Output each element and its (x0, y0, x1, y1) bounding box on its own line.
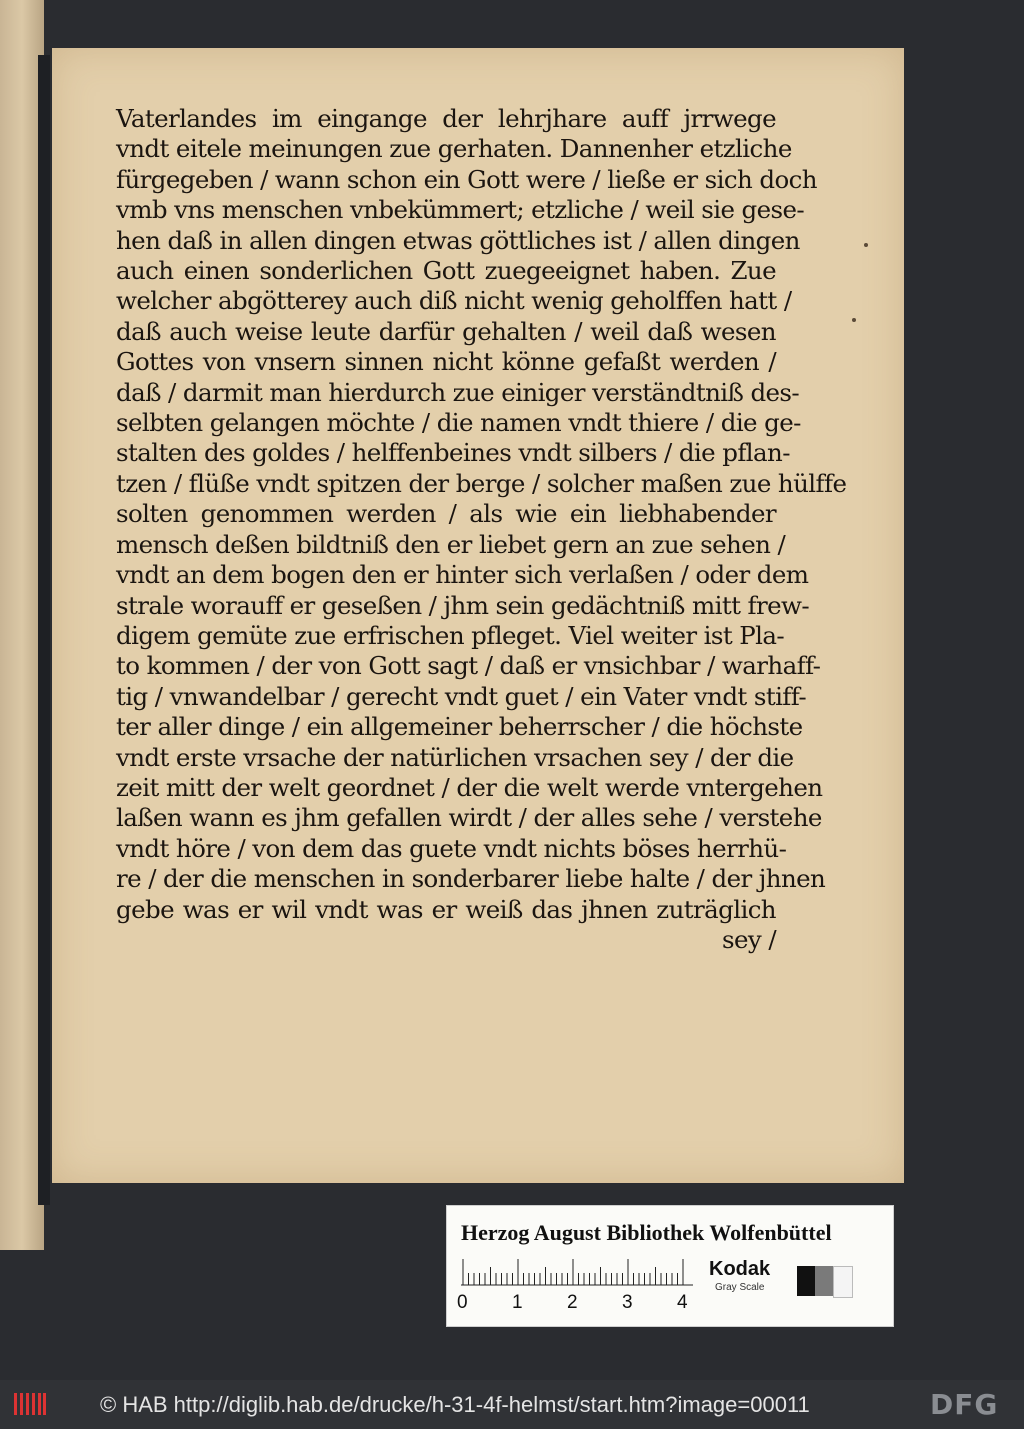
text-line: hen daß in allen dingen etwas göttliches ist / allen dingen (116, 225, 800, 255)
text-line: Gottes von vnsern sinnen nicht könne gefaßt werden / (116, 347, 776, 377)
text-line: strale worauff er geseßen / jhm sein gedächtniß mitt frew- (116, 590, 810, 620)
text-line: laßen wann es jhm gefallen wirdt / der alles sehe / verstehe (116, 803, 822, 833)
library-name: Herzog August Bibliothek Wolfenbüttel (461, 1220, 832, 1245)
text-line: tig / vnwandelbar / gerecht vndt guet / ein Vater vndt stiff- (116, 681, 807, 711)
ruler-number: 4 (677, 1292, 688, 1313)
ruler-scale (461, 1258, 693, 1286)
text-line: vndt an dem bogen den er hinter sich verlaßen / oder dem (116, 560, 809, 590)
paper-speck (852, 318, 856, 322)
ruler-number: 1 (512, 1292, 523, 1313)
gray-scale-label: Gray Scale (715, 1282, 765, 1293)
gray-swatch-mid (815, 1266, 833, 1296)
text-line: vndt erste vrsache der natürlichen vrsachen sey / der die (116, 742, 794, 772)
text-line: vndt höre / von dem das guete vndt nichts böses herrhü- (116, 833, 787, 863)
text-line: fürgegeben / wann schon ein Gott were / ließe er sich doch (116, 164, 817, 194)
text-line: re / der die menschen in sonderbarer liebe halte / der jhnen (116, 864, 826, 894)
text-line: auch einen sonderlichen Gott zuegeeignet haben. Zue (116, 256, 776, 286)
text-line: digem gemüte zue erfrischen pfleget. Viel weiter ist Pla- (116, 620, 785, 650)
text-line: welcher abgötterey auch diß nicht wenig geholffen hatt / (116, 286, 792, 316)
text-line: Vaterlandes im eingange der lehrjhare auff jrrwege (116, 104, 776, 133)
ruler-number: 0 (457, 1292, 468, 1313)
ruler-number: 3 (622, 1292, 633, 1313)
copyright-url-link[interactable]: © HAB http://diglib.hab.de/drucke/h-31-4f-helmst/start.htm?image=00011 (100, 1392, 810, 1417)
text-line: mensch deßen bildtniß den er liebet gern an zue sehen / (116, 529, 786, 559)
text-line: selbten gelangen möchte / die namen vndt thiere / die ge- (116, 408, 801, 438)
book-gutter (38, 55, 50, 1205)
text-line: solten genommen werden / als wie ein liebhabender (116, 499, 776, 529)
text-line: vndt eitele meinungen zue gerhaten. Dannenher etzliche (116, 134, 792, 164)
kodak-brand: Kodak (709, 1258, 771, 1280)
text-line: ter aller dinge / ein allgemeiner beherrscher / die höchste (116, 712, 803, 742)
text-line: gebe was er wil vndt was er weiß das jhnen zuträglich (116, 894, 776, 924)
text-line: to kommen / der von Gott sagt / daß er vnsichbar / warhaff- (116, 651, 821, 681)
color-calibration-card (446, 1205, 894, 1327)
text-line: daß / darmit man hierdurch zue einiger verständtniß des- (116, 377, 800, 407)
ruler-number: 2 (567, 1292, 578, 1313)
dfg-logo: DFG (930, 1388, 999, 1421)
text-line: tzen / flüße vndt spitzen der berge / solcher maßen zue hülffe (116, 468, 847, 498)
hab-logo-icon (14, 1391, 46, 1417)
text-line: vmb vns menschen vnbekümmert; etzliche / weil sie gese- (116, 195, 805, 225)
gray-swatch-black (797, 1266, 815, 1296)
ruler-numbers (455, 1292, 705, 1314)
text-line: stalten des goldes / helffenbeines vndt silbers / die pflan- (116, 438, 790, 468)
page-text (116, 104, 847, 955)
paper-speck (864, 243, 868, 247)
text-line: daß auch weise leute darfür gehalten / weil daß wesen (116, 316, 776, 346)
catchword: sey / (722, 924, 776, 954)
viewer-footer (0, 1380, 1024, 1429)
book-page (52, 48, 904, 1183)
gray-swatch-white (833, 1266, 853, 1298)
text-line: zeit mitt der welt geordnet / der die welt werde vntergehen (116, 772, 823, 802)
